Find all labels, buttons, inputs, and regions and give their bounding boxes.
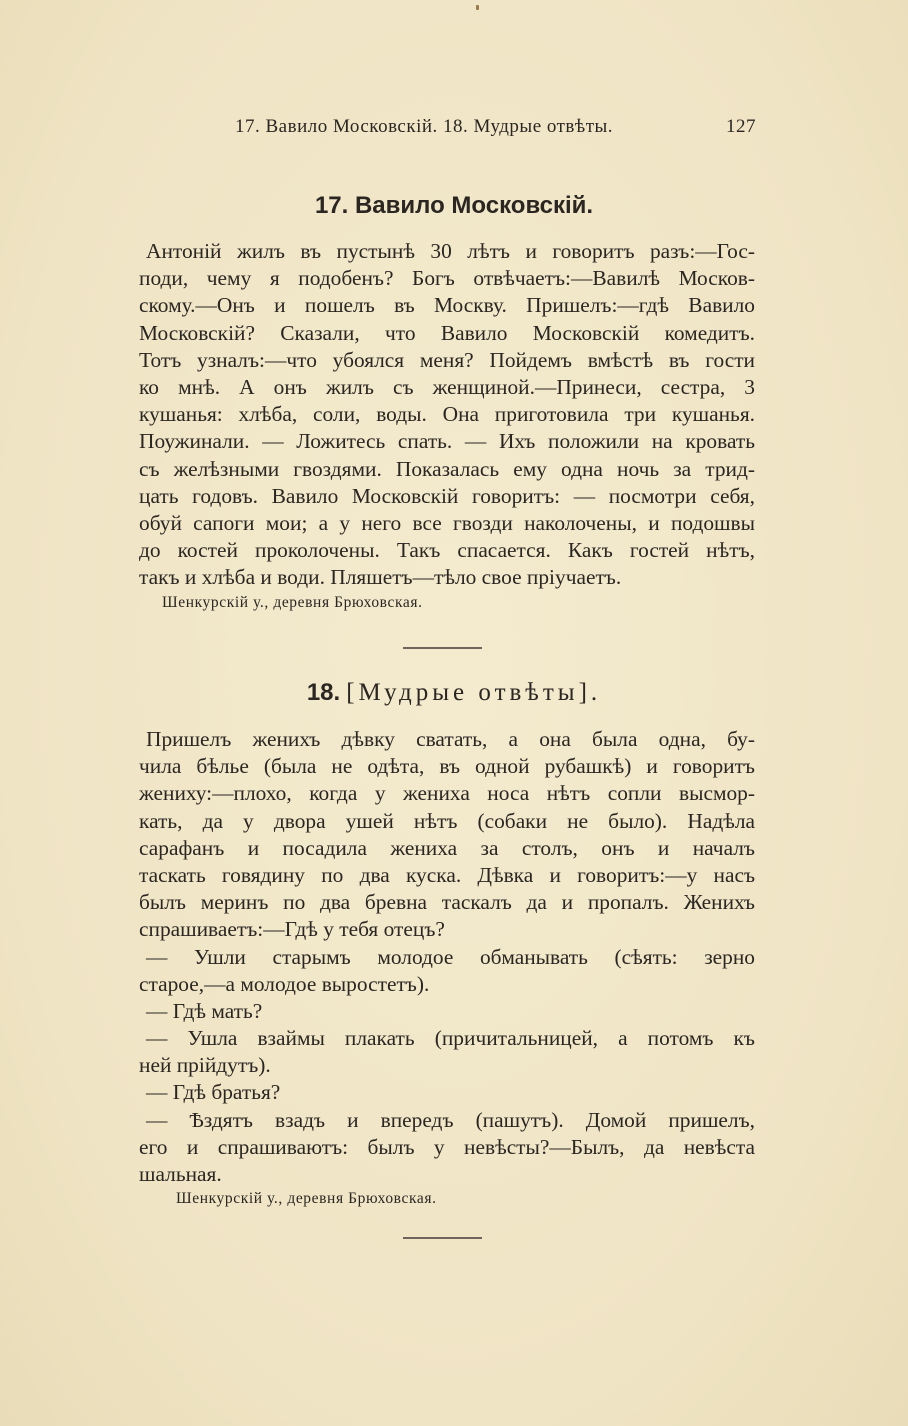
running-head (138, 116, 756, 140)
text-line: сарафанъ и посадила жениха за столъ, онъ и началъ (139, 835, 755, 860)
text-line: съ желѣзными гвоздями. Показалась ему одна ночь за трид- (139, 456, 755, 481)
source-note-answers: Шенкурскій у., деревня Брюховская. (176, 1190, 437, 1207)
text-line: — Ушла взаймы плакать (причитальницей, а потомъ къ (146, 1026, 755, 1051)
text-line: — Ушли старымъ молодое обманывать (сѣять: зерно (146, 944, 755, 969)
section-number: 18. (306, 679, 341, 706)
text-line: такъ и хлѣба и води. Пляшетъ—тѣло свое пріучаетъ. (139, 565, 622, 590)
text-line: ней прійдутъ). (139, 1053, 271, 1078)
text-line: шальная. (139, 1162, 222, 1186)
paper-speck (476, 5, 479, 10)
text-line: — Гдѣ мать? (146, 998, 263, 1023)
page-number: 127 (726, 116, 756, 137)
text-line: ко мнѣ. А онъ жилъ съ женщиной.—Принеси, сестра, 3 (139, 374, 755, 399)
section-title-answers (0, 679, 908, 707)
section-body-vavilo (139, 238, 755, 591)
text-line: чила бѣлье (была не одѣта, въ одной рубашкѣ) и говоритъ (139, 754, 755, 779)
text-line: его и спрашиваютъ: былъ у невѣсты?—Былъ, да невѣста (139, 1134, 755, 1159)
section-divider (403, 647, 482, 649)
text-line: — Гдѣ братья? (146, 1080, 281, 1105)
text-line: до костей проколочены. Такъ спасается. Какъ гостей нѣтъ, (139, 538, 755, 563)
text-line: жениху:—плохо, когда у жениха носа нѣтъ сопли высмор- (139, 781, 755, 806)
source-note-vavilo: Шенкурскій у., деревня Брюховская. (162, 594, 423, 611)
text-line: Антоній жилъ въ пустынѣ 30 лѣтъ и говоритъ разъ:—Гос- (146, 239, 755, 263)
section-divider (403, 1237, 482, 1239)
text-line: обуй сапоги мои; а у него все гвозди наколочены, и подошвы (139, 510, 755, 535)
text-line: кушанья: хлѣба, соли, воды. Она приготовила три кушанья. (139, 402, 755, 427)
text-line: Поужинали. — Ложитесь спать. — Ихъ положили на кровать (139, 429, 755, 454)
text-line: скому.—Онъ и пошелъ въ Москву. Пришелъ:—гдѣ Вавило (139, 293, 755, 318)
section-body-answers (139, 726, 755, 1188)
text-line: — Ѣздятъ взадъ и впередъ (пашутъ). Домой пришелъ, (146, 1107, 755, 1132)
text-line: таскать говядину по два куска. Дѣвка и говоритъ:—у насъ (139, 862, 755, 887)
text-line: цать годовъ. Вавило Московскій говоритъ: — посмотри себя, (139, 483, 755, 508)
text-line: поди, чему я подобенъ? Богъ отвѣчаетъ:—Вавилѣ Москов- (139, 266, 755, 291)
text-line: Пришелъ женихъ дѣвку сватать, а она была одна, бу- (146, 727, 755, 751)
text-line: Тотъ узналъ:—что убоялся меня? Пойдемъ вмѣстѣ въ гости (139, 347, 755, 372)
text-line: былъ меринъ по два бревна таскалъ да и пропалъ. Женихъ (139, 890, 755, 915)
section-title-vavilo: 17. Вавило Московскій. (314, 192, 594, 219)
text-line: старое,—а молодое выростетъ). (139, 971, 430, 996)
text-line: кать, да у двора ушей нѣтъ (собаки не было). Надѣла (139, 808, 755, 833)
text-line: спрашиваетъ:—Гдѣ у тебя отецъ? (139, 917, 445, 942)
section-name: [Мудрые отвѣты]. (346, 679, 602, 706)
running-title: 17. Вавило Московскій. 18. Мудрые отвѣты. (235, 116, 614, 137)
text-line: Московскій? Сказали, что Вавило Московскій комедитъ. (139, 320, 755, 345)
